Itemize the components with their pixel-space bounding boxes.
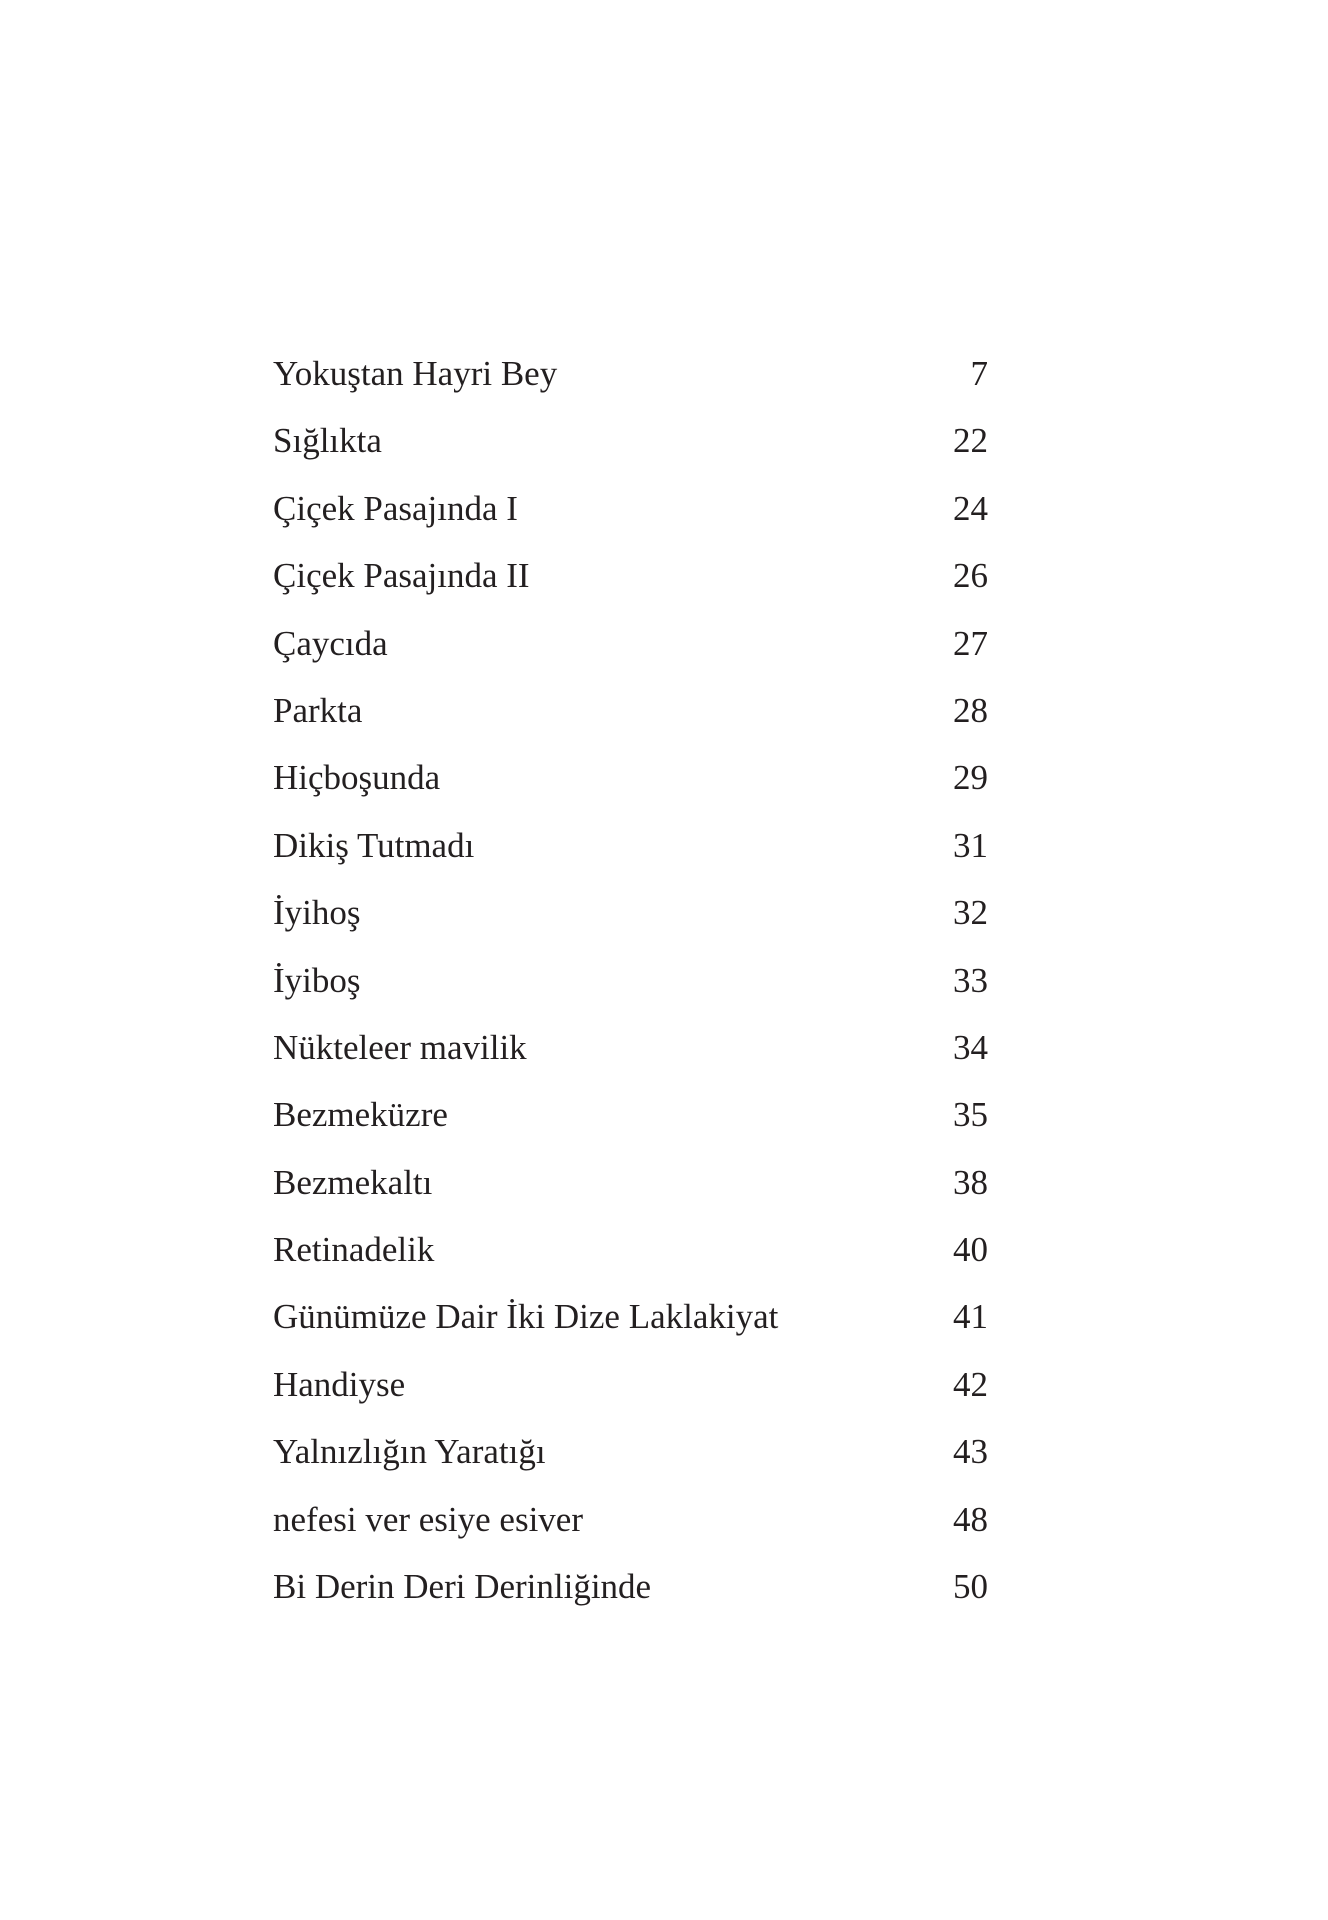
toc-entry xyxy=(273,1097,988,1164)
toc-entry xyxy=(273,623,988,693)
toc-entry-page: 33 xyxy=(953,960,988,1000)
table-of-contents xyxy=(273,356,988,1636)
toc-entry xyxy=(273,1027,988,1097)
toc-entry xyxy=(273,1569,988,1636)
toc-entry-title: Çiçek Pasajında II xyxy=(273,556,530,596)
toc-entry-page: 7 xyxy=(970,354,988,393)
toc-entry xyxy=(273,423,988,490)
toc-entry-page: 24 xyxy=(953,488,988,528)
toc-entry xyxy=(273,356,988,423)
toc-entry-title: Sığlıkta xyxy=(273,421,382,461)
toc-entry-title: nefesi ver esiye esiver xyxy=(273,1499,583,1539)
toc-entry-page: 26 xyxy=(953,556,988,596)
toc-entry-page: 31 xyxy=(953,825,988,865)
toc-entry xyxy=(273,825,988,895)
toc-entry xyxy=(273,1232,988,1299)
toc-entry-page: 34 xyxy=(953,1027,988,1067)
toc-entry-title: Parkta xyxy=(273,690,363,730)
toc-entry-page: 38 xyxy=(953,1162,988,1202)
toc-entry-title: İyihoş xyxy=(273,893,361,933)
toc-entry-page: 42 xyxy=(953,1364,988,1404)
toc-entry-page: 41 xyxy=(953,1297,988,1337)
toc-entry xyxy=(273,1364,988,1434)
toc-entry-title: Çaycıda xyxy=(273,623,388,663)
toc-entry xyxy=(273,1499,988,1569)
toc-entry-page: 40 xyxy=(953,1230,988,1270)
toc-entry-page: 35 xyxy=(953,1095,988,1135)
toc-entry xyxy=(273,1299,988,1366)
toc-entry-page: 32 xyxy=(953,893,988,933)
toc-entry-page: 43 xyxy=(953,1432,988,1472)
toc-entry-page: 29 xyxy=(953,758,988,798)
toc-entry-title: Nükteleer mavilik xyxy=(273,1027,527,1067)
toc-entry-title: Günümüze Dair İki Dize Laklakiyat xyxy=(273,1297,779,1337)
toc-entry-title: Handiyse xyxy=(273,1364,406,1404)
toc-entry xyxy=(273,760,988,827)
toc-entry xyxy=(273,1434,988,1501)
toc-entry xyxy=(273,488,988,558)
toc-entry-page: 48 xyxy=(953,1499,988,1539)
toc-entry-title: Bezmekaltı xyxy=(273,1162,433,1202)
toc-entry xyxy=(273,690,988,760)
toc-entry xyxy=(273,895,988,962)
toc-entry-title: Çiçek Pasajında I xyxy=(273,488,518,528)
toc-entry-title: Bi Derin Deri Derinliğinde xyxy=(273,1567,652,1607)
toc-entry-page: 50 xyxy=(953,1567,988,1607)
toc-entry-page: 28 xyxy=(953,690,988,730)
toc-entry xyxy=(273,960,988,1030)
toc-entry-title: Dikiş Tutmadı xyxy=(273,825,475,865)
toc-entry-title: İyiboş xyxy=(273,960,361,1000)
toc-entry-page: 27 xyxy=(953,623,988,663)
toc-entry-title: Yalnızlığın Yaratığı xyxy=(273,1432,546,1472)
toc-entry-title: Hiçboşunda xyxy=(273,758,441,798)
toc-entry-page: 22 xyxy=(953,421,988,461)
toc-entry-title: Yokuştan Hayri Bey xyxy=(273,354,558,393)
toc-entry xyxy=(273,1162,988,1232)
toc-entry-title: Retinadelik xyxy=(273,1230,435,1270)
toc-entry xyxy=(273,558,988,625)
toc-entry-title: Bezmeküzre xyxy=(273,1095,448,1135)
